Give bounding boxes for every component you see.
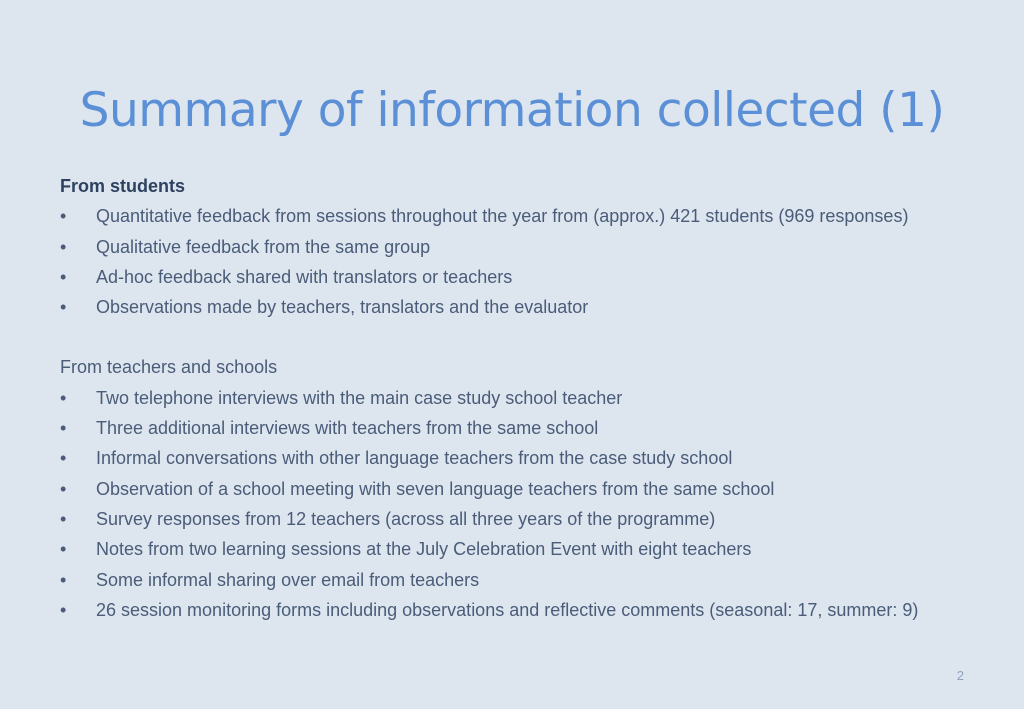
list-item-text: Informal conversations with other language teachers from the case study school <box>96 448 733 469</box>
bullet-icon: • <box>60 418 67 439</box>
list-item-text: Observations made by teachers, translators and the evaluator <box>96 297 589 318</box>
list-item <box>60 232 1000 262</box>
list-item <box>60 413 1000 443</box>
list-item <box>60 565 1000 595</box>
bullet-icon: • <box>60 387 67 408</box>
list-item <box>60 443 1000 473</box>
students-section <box>60 171 1000 322</box>
list-item <box>60 292 1000 322</box>
teachers-list <box>60 383 1000 625</box>
list-item-text: Qualitative feedback from the same group <box>96 236 431 257</box>
list-item <box>60 262 1000 292</box>
teachers-section <box>60 352 1000 625</box>
list-item <box>60 504 1000 534</box>
list-item-text: Ad-hoc feedback shared with translators or teachers <box>96 266 513 287</box>
list-item <box>60 595 1000 625</box>
section-heading-teachers: From teachers and schools <box>60 357 278 378</box>
section-spacer <box>60 322 1000 352</box>
bullet-icon: • <box>60 266 67 287</box>
bullet-icon: • <box>60 297 67 318</box>
list-item <box>60 534 1000 564</box>
bullet-icon: • <box>60 448 67 469</box>
bullet-icon: • <box>60 236 67 257</box>
list-item <box>60 201 1000 231</box>
list-item-text: Survey responses from 12 teachers (across all three years of the programme) <box>96 508 716 529</box>
bullet-icon: • <box>60 539 67 560</box>
bullet-icon: • <box>60 508 67 529</box>
list-item-text: 26 session monitoring forms including observations and reflective comments (seasonal: 17, summer: 9) <box>96 599 919 620</box>
page-number: 2 <box>956 668 964 683</box>
list-item-text: Observation of a school meeting with seven language teachers from the same school <box>96 478 775 499</box>
bullet-icon: • <box>60 206 67 227</box>
list-item-text: Notes from two learning sessions at the July Celebration Event with eight teachers <box>96 539 752 560</box>
list-item-text: Some informal sharing over email from teachers <box>96 569 480 590</box>
list-item-text: Two telephone interviews with the main case study school teacher <box>96 387 623 408</box>
list-item <box>60 474 1000 504</box>
students-list <box>60 201 1000 322</box>
bullet-icon: • <box>60 478 67 499</box>
section-heading-students: From students <box>60 176 186 196</box>
bullet-icon: • <box>60 569 67 590</box>
bullet-icon: • <box>60 599 67 620</box>
list-item-text: Quantitative feedback from sessions throughout the year from (approx.) 421 students (969 responses) <box>96 206 909 227</box>
list-item <box>60 383 1000 413</box>
list-item-text: Three additional interviews with teachers from the same school <box>96 418 599 439</box>
slide-content <box>60 171 1000 625</box>
slide-title: Summary of information collected (1) <box>79 83 945 139</box>
